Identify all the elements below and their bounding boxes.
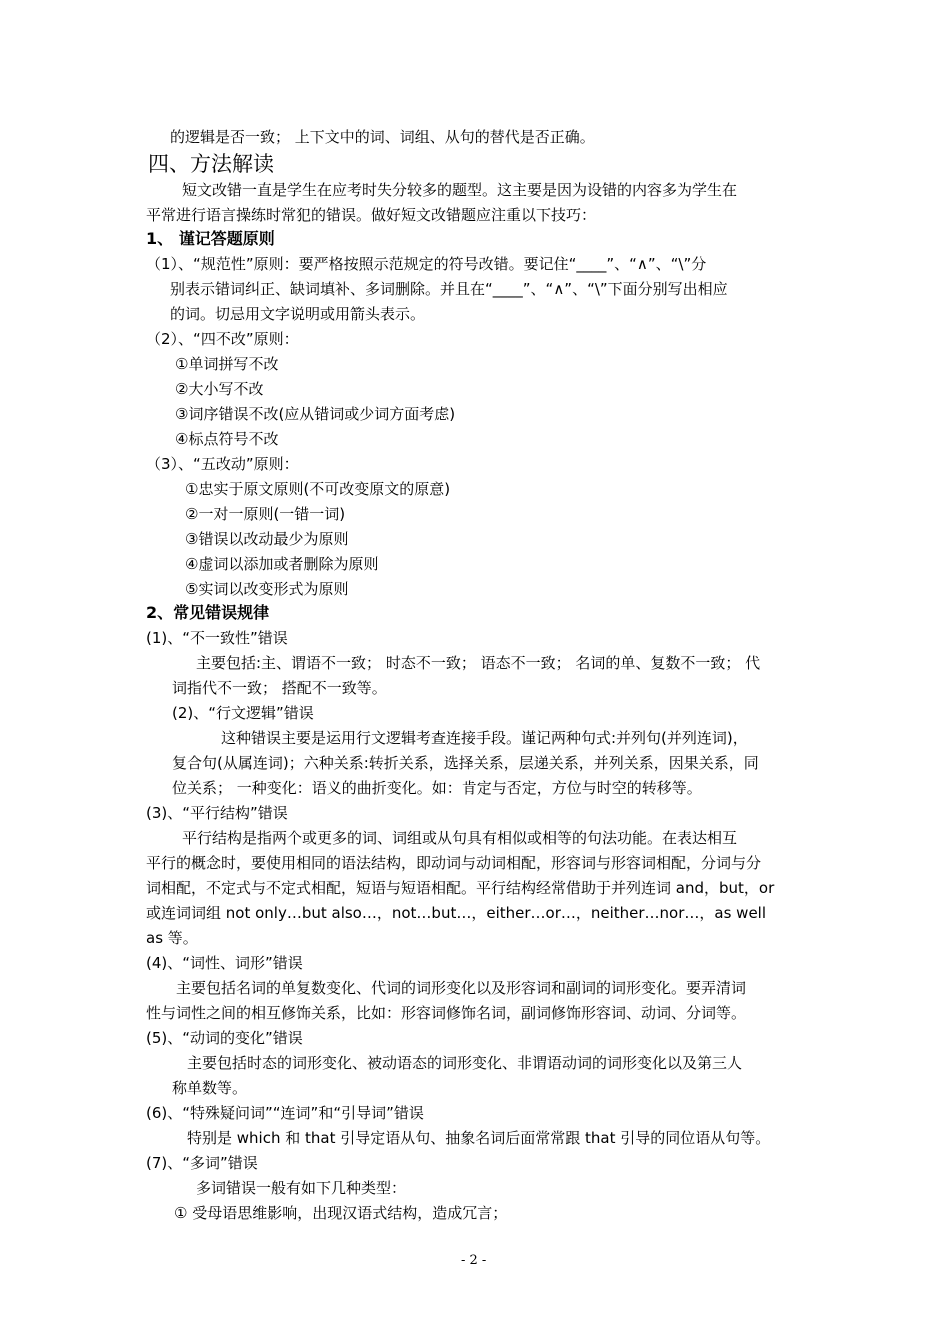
paragraph-line: 主要包括:主、谓语不一致； 时态不一致； 语态不一致； 名词的单、复数不一致； 代 <box>196 654 761 672</box>
list-heading: (2)、“行文逻辑”错误 <box>172 704 314 722</box>
paragraph-line: （1）、“规范性”原则：要严格按照示范规定的符号改错。要记住“____”、“∧”、“\”分 <box>146 255 707 273</box>
paragraph-line: 或连词词组 not only…but also…，not…but…，either…or…，neither…nor…，as well <box>146 904 767 922</box>
subsection-heading: 2、常见错误规律 <box>146 603 270 622</box>
paragraph-line: 位关系； 一种变化：语义的曲折变化。如：肯定与否定，方位与时空的转移等。 <box>172 779 702 797</box>
list-item: ①单词拼写不改 <box>175 355 279 373</box>
paragraph-line: 这种错误主要是运用行文逻辑考查连接手段。谨记两种句式:并列句(并列连词)， <box>221 729 748 747</box>
section-heading: 四、方法解读 <box>148 152 274 176</box>
list-heading: (1)、“不一致性”错误 <box>146 629 288 647</box>
list-heading: (5)、“动词的变化”错误 <box>146 1029 303 1047</box>
paragraph-line: 主要包括名词的单复数变化、代词的词形变化以及形容词和副词的词形变化。要弄清词 <box>176 979 747 997</box>
paragraph-line: 别表示错词纠正、缺词填补、多词删除。并且在“____”、“∧”、“\”下面分别写出相应 <box>170 280 728 298</box>
paragraph-line: 复合句(从属连词)；六种关系:转折关系，选择关系，层递关系，并列关系，因果关系，同 <box>172 754 759 772</box>
paragraph-line: 主要包括时态的词形变化、被动语态的词形变化、非谓语动词的词形变化以及第三人 <box>187 1054 743 1072</box>
paragraph-line: 短文改错一直是学生在应考时失分较多的题型。这主要是因为设错的内容多为学生在 <box>182 181 738 199</box>
paragraph-line: 平常进行语言操练时常犯的错误。做好短文改错题应注重以下技巧： <box>146 206 597 224</box>
paragraph-line: 平行的概念时，要使用相同的语法结构，即动词与动词相配，形容词与形容词相配，分词与分 <box>146 854 762 872</box>
list-item: ②大小写不改 <box>175 380 264 398</box>
list-item: ① 受母语思维影响，出现汉语式结构，造成冗言； <box>174 1204 508 1222</box>
list-item: ④标点符号不改 <box>175 430 279 448</box>
paragraph-line: 多词错误一般有如下几种类型： <box>196 1179 407 1197</box>
list-heading: （3）、“五改动”原则： <box>146 455 299 473</box>
paragraph-line: as 等。 <box>146 929 198 947</box>
page-number: - 2 - <box>461 1253 487 1268</box>
paragraph-line: 的词。切忌用文字说明或用箭头表示。 <box>170 305 426 323</box>
paragraph-line: 称单数等。 <box>172 1079 248 1097</box>
paragraph-line: 平行结构是指两个或更多的词、词组或从句具有相似或相等的句法功能。在表达相互 <box>182 829 738 847</box>
list-heading: (3)、“平行结构”错误 <box>146 804 288 822</box>
list-heading: (7)、“多词”错误 <box>146 1154 258 1172</box>
list-heading: (4)、“词性、词形”错误 <box>146 954 303 972</box>
paragraph-line: 的逻辑是否一致； 上下文中的词、词组、从句的替代是否正确。 <box>170 128 595 146</box>
list-item: ①忠实于原文原则(不可改变原文的原意) <box>185 480 451 498</box>
paragraph-line: 性与词性之间的相互修饰关系，比如：形容词修饰名词，副词修饰形容词、动词、分词等。 <box>146 1004 747 1022</box>
list-heading: (6)、“特殊疑问词”“连词”和“引导词”错误 <box>146 1104 424 1122</box>
paragraph-line: 词相配，不定式与不定式相配，短语与短语相配。平行结构经常借助于并列连词 and，but，or <box>146 879 775 897</box>
list-heading: （2）、“四不改”原则： <box>146 330 299 348</box>
list-item: ④虚词以添加或者删除为原则 <box>185 555 379 573</box>
subsection-heading: 1、 谨记答题原则 <box>146 229 275 248</box>
list-item: ⑤实词以改变形式为原则 <box>185 580 349 598</box>
list-item: ②一对一原则(一错一词) <box>185 505 346 523</box>
list-item: ③错误以改动最少为原则 <box>185 530 349 548</box>
list-item: ③词序错误不改(应从错词或少词方面考虑) <box>175 405 456 423</box>
paragraph-line: 词指代不一致； 搭配不一致等。 <box>172 679 387 697</box>
paragraph-line: 特别是 which 和 that 引导定语从句、抽象名词后面常常跟 that 引导的同位语从句等。 <box>187 1129 771 1147</box>
